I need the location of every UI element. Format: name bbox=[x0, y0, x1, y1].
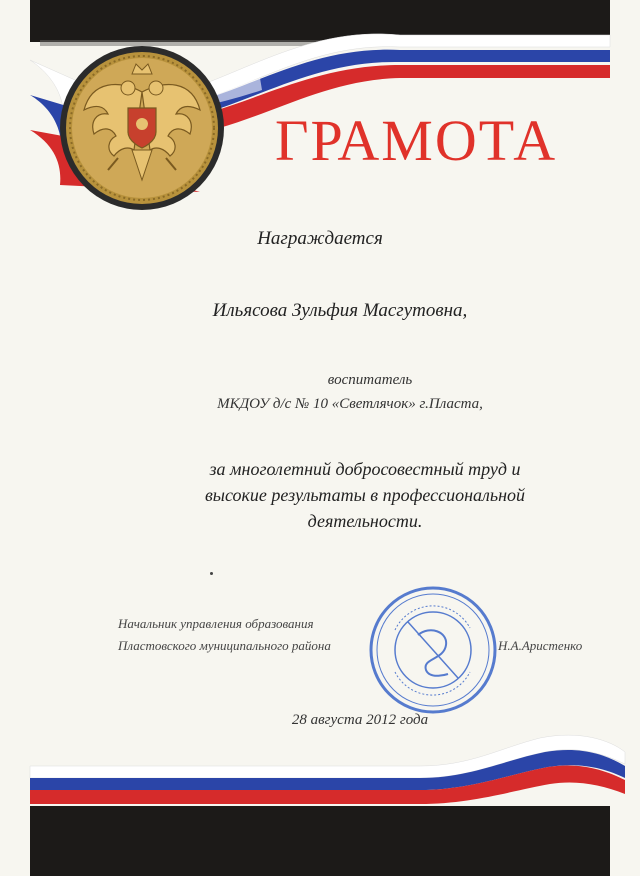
ink-dot bbox=[210, 572, 213, 575]
official-stamp bbox=[371, 588, 495, 712]
recipient-organization: МКДОУ д/с № 10 «Светлячок» г.Пласта, bbox=[217, 396, 483, 412]
certificate-date: 28 августа 2012 года bbox=[291, 712, 429, 728]
recipient-position: воспитатель bbox=[327, 372, 413, 388]
signatory-title-line1: Начальник управления образования bbox=[118, 616, 314, 631]
awarded-label: Награждается bbox=[257, 228, 383, 249]
award-reason-line: деятельности. bbox=[307, 511, 423, 531]
recipient-name: Ильясова Зульфия Масгутовна, bbox=[212, 300, 468, 321]
coat-of-arms-emblem bbox=[60, 46, 224, 210]
award-reason-line: высокие результаты в профессиональной bbox=[204, 485, 526, 505]
signatory-title-line2: Пластовского муниципального района bbox=[118, 638, 331, 653]
signatory-name: Н.А.Аристенко bbox=[498, 638, 583, 653]
certificate-title: ГРАМОТА bbox=[275, 108, 558, 173]
award-reason bbox=[140, 456, 590, 534]
bottom-dark-band bbox=[30, 806, 610, 876]
bottom-flag-ribbon bbox=[30, 735, 625, 804]
award-reason-line: за многолетний добросовестный труд и bbox=[209, 459, 521, 479]
